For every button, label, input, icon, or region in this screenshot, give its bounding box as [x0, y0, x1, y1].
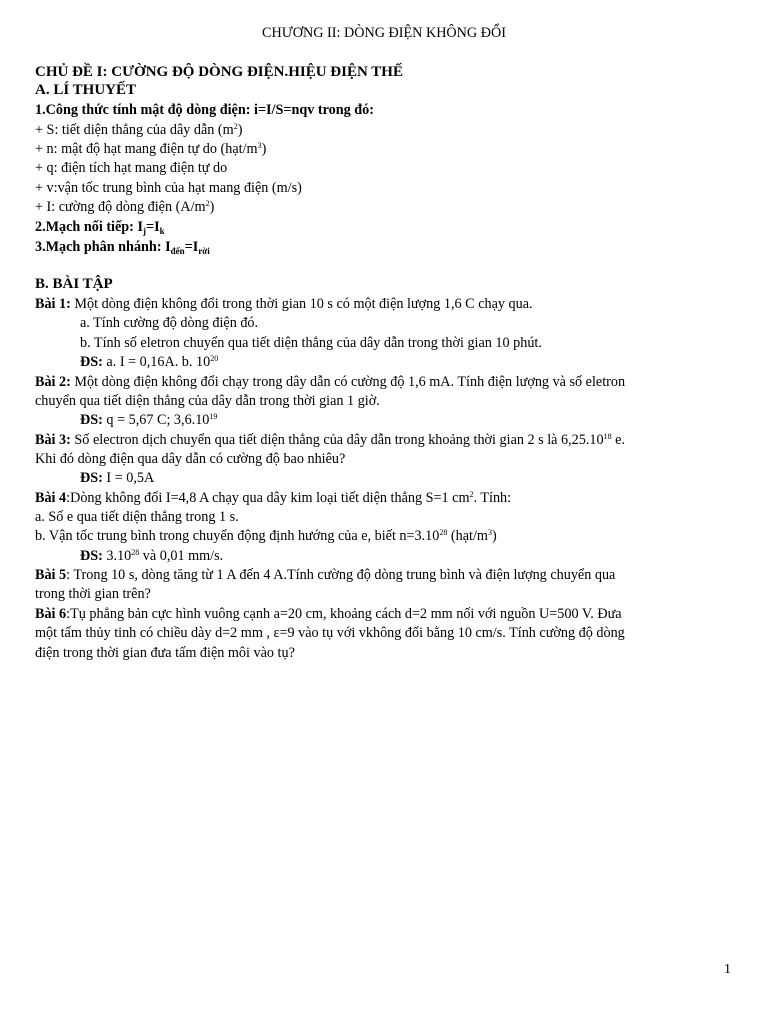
- exercise-4: Bài 4:Dòng không đổi I=4,8 A chạy qua dây kim loại tiết diện thẳng S=1 $cm^2$. Tính:: [35, 490, 512, 506]
- exercise-6: Bài 6:Tụ phẳng bản cực hình vuông cạnh a=20 cm, khoảng cách d=2 mm nối với nguồn U=500 V. Đưa: [35, 606, 622, 622]
- exercise-4-part-b: b. Vận tốc trung bình trong chuyển động định hướng của e, biết $n=3.10^{28}$ $(hạt/m^3)$: [35, 528, 497, 544]
- exercises-heading: B. BÀI TẬP: [35, 276, 113, 292]
- exercise-1-part-b: b. Tính số eletron chuyển qua tiết diện thẳng của dây dẫn trong thời gian 10 phút.: [80, 335, 542, 351]
- exercise-4-answer: ĐS: 3.10$^{28}$ và 0,01 mm/s.: [80, 548, 224, 564]
- exercise-3-answer: ĐS: I = 0,5A: [80, 470, 155, 486]
- series-circuit: 2.Mạch nối tiếp: $I_j=I_k$: [35, 219, 165, 236]
- exercise-2-answer: ĐS: q = 5,67 C; 3,6.10$^{19}$: [80, 412, 218, 428]
- exercise-5-line2: trong thời gian trên?: [35, 586, 151, 602]
- topic-title: CHỦ ĐỀ I: CƯỜNG ĐỘ DÒNG ĐIỆN.HIỆU ĐIỆN THẾ: [35, 64, 403, 80]
- exercise-1-answer: ĐS: a. I = 0,16A. b. $10^{20}$: [80, 354, 219, 370]
- theory-item-n: + n: mật độ hạt mang điện tự do $(hạt/m^3)$: [35, 141, 267, 157]
- theory-item-q: + q: điện tích hạt mang điện tự do: [35, 160, 228, 176]
- exercise-3: Bài 3: Số electron dịch chuyển qua tiết diện thẳng của dây dẫn trong khoảng thời gian 2 s là 6,25.10$^{18}$ e.: [35, 432, 625, 448]
- exercise-5: Bài 5: Trong 10 s, dòng tăng từ 1 A đến 4 A.Tính cường độ dòng trung bình và điện lượng chuyển qua: [35, 567, 616, 583]
- theory-heading: A. LÍ THUYẾT: [35, 82, 137, 98]
- theory-item-v: + v:vận tốc trung bình của hạt mang điện (m/s): [35, 180, 302, 196]
- theory-item-s: + S: tiết diện thẳng của dây dẫn $(m^2)$: [35, 122, 243, 138]
- theory-item-i: + I: cường độ dòng điện $(A/m^2)$: [35, 199, 215, 215]
- formula-heading: 1.Công thức tính mật độ dòng điện: i=I/S=nqv trong đó:: [35, 102, 374, 118]
- page-number: 1: [724, 962, 731, 977]
- exercise-4-part-a: a. Số e qua tiết diện thẳng trong 1 s.: [35, 509, 239, 525]
- exercise-6-line3: điện trong thời gian đưa tấm điện môi vào tụ?: [35, 645, 295, 661]
- exercise-2: Bài 2: Một dòng điện không đổi chạy trong dây dẫn có cường độ 1,6 mA. Tính điện lượng và số eletron: [35, 374, 626, 390]
- exercise-1: Bài 1: Một dòng điện không đổi trong thời gian 10 s có một điện lượng 1,6 C chạy qua.: [35, 296, 533, 312]
- exercise-1-part-a: a. Tính cường độ dòng điện đó.: [80, 315, 259, 331]
- parallel-circuit: 3.Mạch phân nhánh: $I_{đến}=I_{rời}$: [35, 239, 210, 256]
- chapter-title: CHƯƠNG II: DÒNG ĐIỆN KHÔNG ĐỔI: [262, 25, 506, 41]
- exercise-3-line2: Khi đó dòng điện qua dây dẫn có cường độ bao nhiêu?: [35, 451, 346, 467]
- exercise-2-line2: chuyển qua tiết diện thẳng của dây dẫn trong thời gian 1 giờ.: [35, 393, 380, 409]
- exercise-6-line2: một tấm thủy tinh có chiều dày d=2 mm , ε=9 vào tụ với vkhông đổi bằng 10 cm/s. Tính cường độ dòng: [35, 625, 625, 641]
